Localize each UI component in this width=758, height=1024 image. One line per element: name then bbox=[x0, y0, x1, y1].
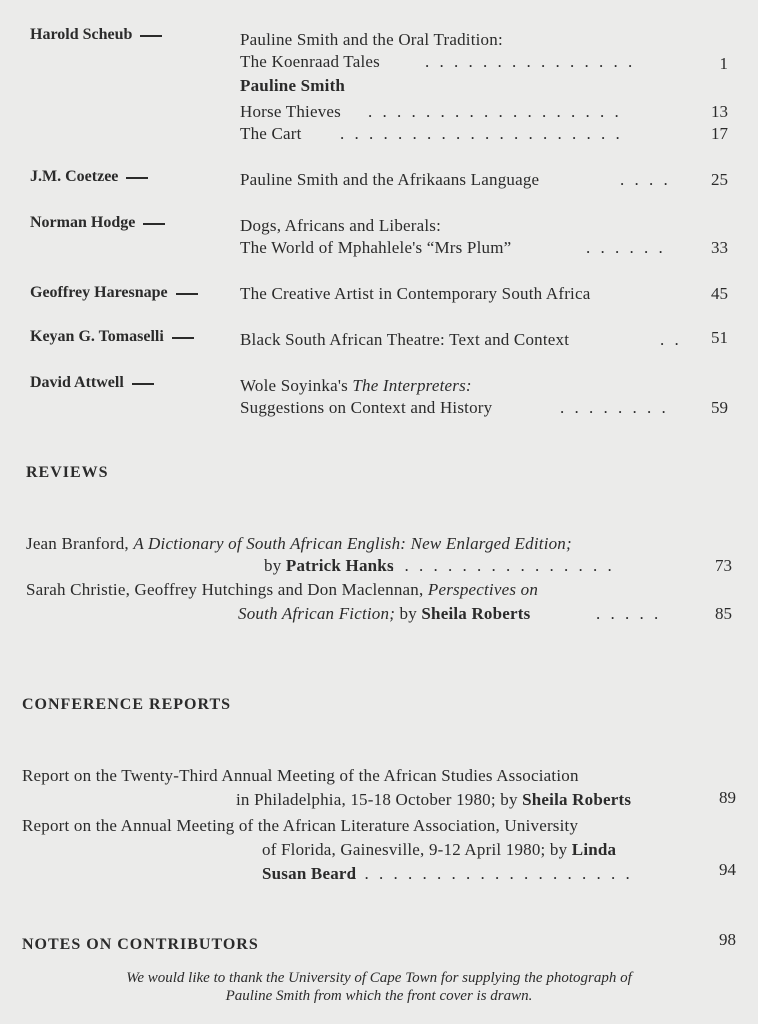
page-number: 73 bbox=[715, 556, 732, 575]
author-jm-coetzee: J.M. Coetzee bbox=[30, 168, 148, 186]
acknowledgement-line: Pauline Smith from which the front cover is drawn. bbox=[225, 988, 533, 1004]
review-line: South African Fiction; by Sheila Roberts bbox=[238, 604, 531, 623]
section-subheading-pauline-smith: Pauline Smith bbox=[240, 76, 346, 95]
page-number: 85 bbox=[715, 604, 732, 623]
dot-leader: . . bbox=[660, 330, 682, 349]
review-line: Sarah Christie, Geoffrey Hutchings and Don Maclennan, Perspectives on bbox=[26, 580, 539, 599]
article-title-line: Pauline Smith and the Oral Tradition: bbox=[240, 30, 503, 49]
page-number: 25 bbox=[711, 170, 728, 189]
page-number: 94 bbox=[719, 860, 736, 879]
page-number: 33 bbox=[711, 238, 728, 257]
report-line: in Philadelphia, 15-18 October 1980; by Sheila Roberts bbox=[236, 790, 632, 809]
report-line: Report on the Twenty-Third Annual Meeting of the African Studies Association bbox=[22, 766, 579, 785]
article-title-line: Dogs, Africans and Liberals: bbox=[240, 216, 442, 235]
page-number: 89 bbox=[719, 788, 736, 807]
dot-leader: . . . . . . . . . . . . . . . . . . . . bbox=[340, 124, 623, 143]
article-title-line: The World of Mphahlele's “Mrs Plum” bbox=[240, 238, 512, 257]
article-title-line: The Koenraad Tales bbox=[240, 52, 380, 71]
page-number: 1 bbox=[719, 54, 728, 73]
dot-leader: . . . . . . . . . . . . . . . . . . . . bbox=[350, 864, 633, 883]
review-line: Jean Branford, A Dictionary of South African English: New Enlarged Edition; bbox=[26, 534, 572, 553]
acknowledgement-line: We would like to thank the University of Cape Town for supplying the photograph of bbox=[126, 970, 632, 986]
notes-heading: NOTES ON CONTRIBUTORS bbox=[22, 936, 259, 953]
dot-leader: . . . . . bbox=[596, 604, 662, 623]
article-title-line: Black South African Theatre: Text and Context bbox=[240, 330, 570, 349]
article-title-line: The Cart bbox=[240, 124, 302, 143]
page-number: 17 bbox=[711, 124, 728, 143]
author-keyan-tomaselli: Keyan G. Tomaselli bbox=[30, 328, 194, 346]
page-number: 59 bbox=[711, 398, 728, 417]
dot-leader: . . . . bbox=[620, 170, 671, 189]
article-title-line: The Creative Artist in Contemporary South Africa bbox=[240, 284, 591, 303]
dot-leader: . . . . . . bbox=[586, 238, 666, 257]
reviews-heading: REVIEWS bbox=[26, 464, 109, 481]
author-geoffrey-haresnape: Geoffrey Haresnape bbox=[30, 284, 198, 302]
article-title-line: Wole Soyinka's The Interpreters: bbox=[240, 376, 472, 395]
report-line: of Florida, Gainesville, 9-12 April 1980; by Linda bbox=[262, 840, 617, 859]
article-title-line: Horse Thieves bbox=[240, 102, 341, 121]
dot-leader: . . . . . . . . . . . . . . . . . . bbox=[368, 102, 622, 121]
article-title-line: Pauline Smith and the Afrikaans Language bbox=[240, 170, 540, 189]
report-line: Report on the Annual Meeting of the African Literature Association, University bbox=[22, 816, 579, 835]
page-number: 13 bbox=[711, 102, 728, 121]
author-norman-hodge: Norman Hodge bbox=[30, 214, 165, 232]
author-david-attwell: David Attwell bbox=[30, 374, 154, 392]
review-line: by Patrick Hanks bbox=[264, 556, 394, 575]
dot-leader: . . . . . . . . . . . . . . . . bbox=[390, 556, 615, 575]
author-harold-scheub: Harold Scheub bbox=[30, 26, 162, 44]
dot-leader: . . . . . . . . bbox=[560, 398, 669, 417]
page-number: 51 bbox=[711, 328, 728, 347]
article-title-line: Suggestions on Context and History bbox=[240, 398, 493, 417]
page-number: 45 bbox=[711, 284, 728, 303]
page-number: 98 bbox=[719, 930, 736, 949]
dot-leader: . . . . . . . . . . . . . . . bbox=[425, 52, 636, 71]
report-line: Susan Beard bbox=[262, 864, 357, 883]
conference-reports-heading: CONFERENCE REPORTS bbox=[22, 696, 232, 713]
